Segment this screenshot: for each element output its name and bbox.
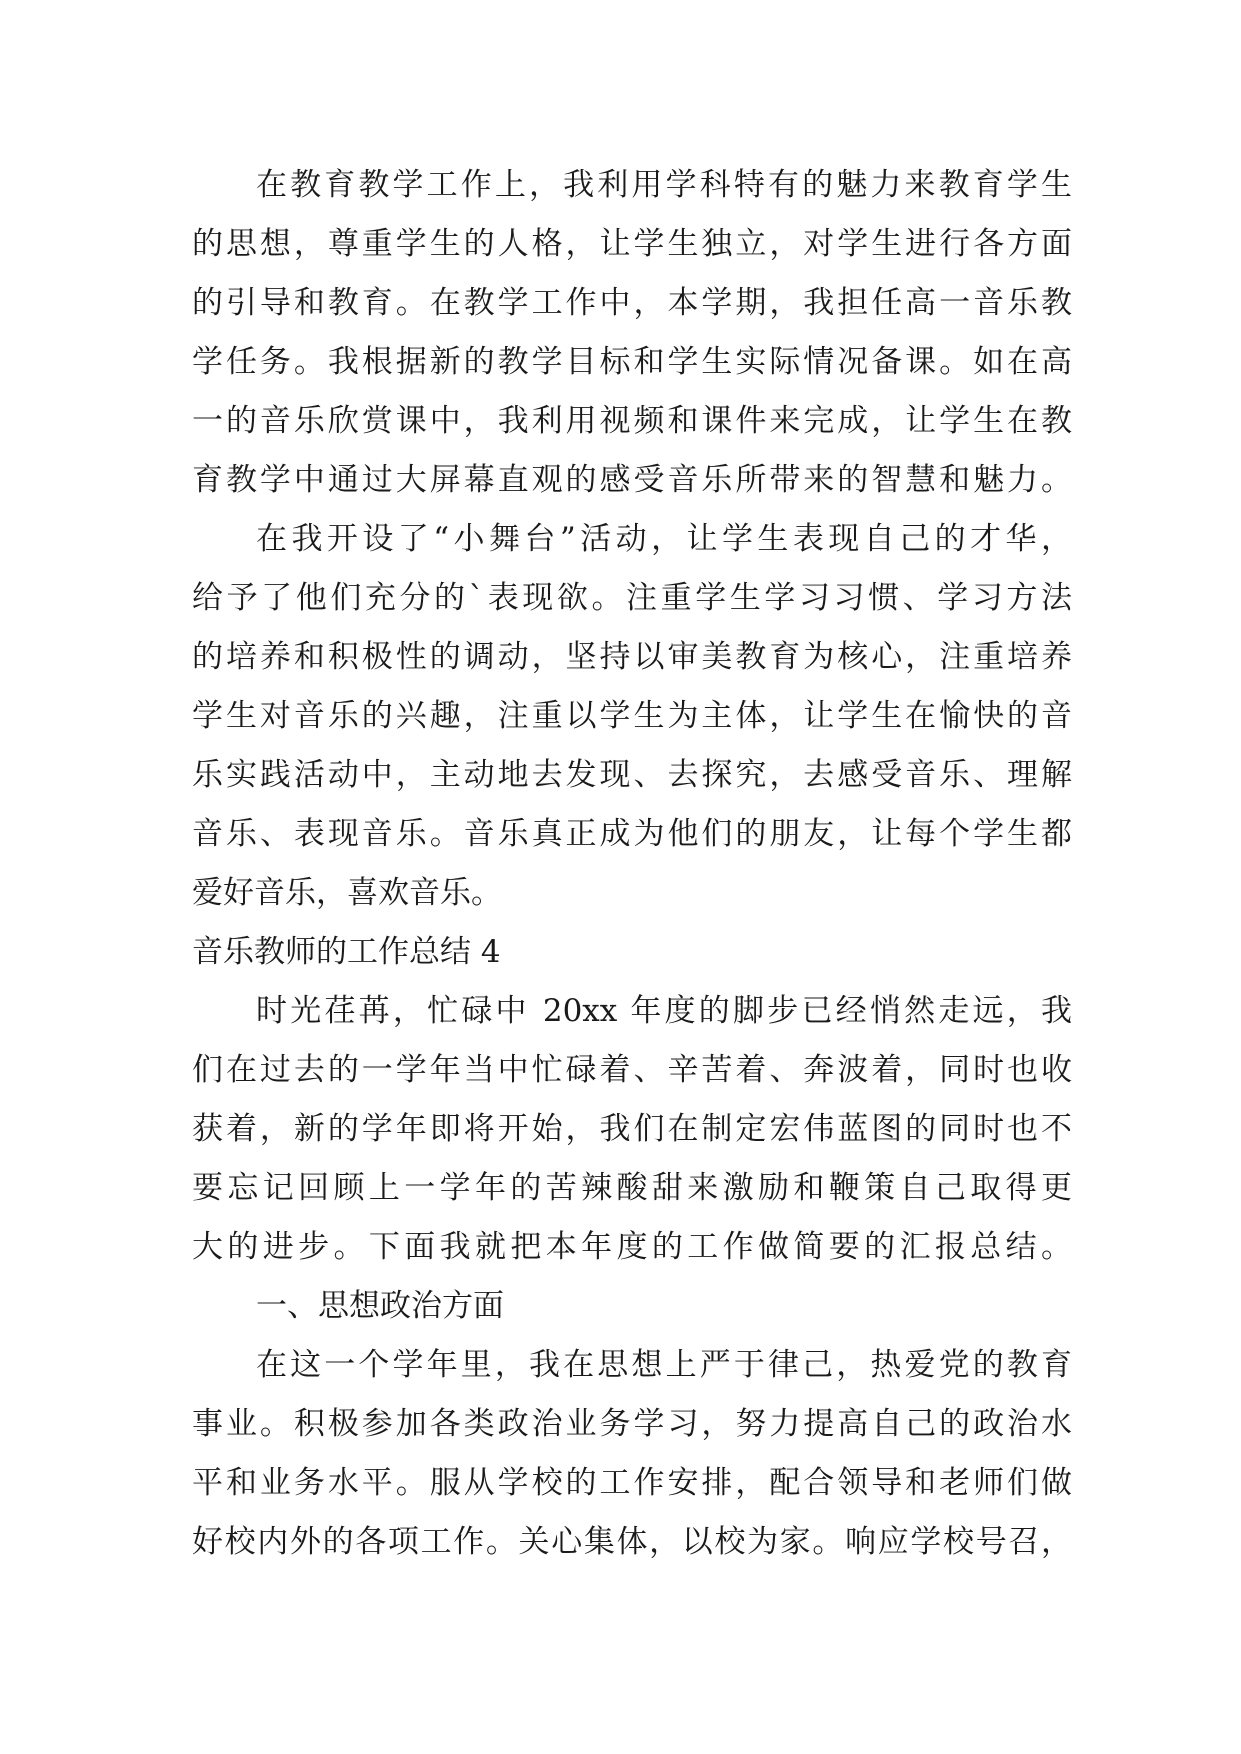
paragraph-2-line-5: 乐实践活动中，主动地去发现、去探究，去感受音乐、理解 [192,757,1072,793]
paragraph-1-line-1: 在教育教学工作上，我利用学科特有的魅力来教育学生 [256,167,1072,203]
paragraph-1-line-6: 育教学中通过大屏幕直观的感受音乐所带来的智慧和魅力。 [192,462,1072,498]
section-heading: 音乐教师的工作总结 4 [192,934,501,970]
paragraph-3-line-2: 们在过去的一学年当中忙碌着、辛苦着、奔波着，同时也收 [192,1052,1072,1088]
paragraph-2-line-2: 给予了他们充分的`表现欲。注重学生学习习惯、学习方法 [192,580,1072,616]
paragraph-3-line-1: 时光荏苒，忙碌中 20xx 年度的脚步已经悄然走远，我 [256,993,1072,1029]
paragraph-1-line-2: 的思想，尊重学生的人格，让学生独立，对学生进行各方面 [192,226,1072,262]
paragraph-4-line-3: 平和业务水平。服从学校的工作安排，配合领导和老师们做 [192,1465,1072,1501]
paragraph-1-line-5: 一的音乐欣赏课中，我利用视频和课件来完成，让学生在教 [192,403,1072,439]
subsection-heading: 一、思想政治方面 [256,1288,504,1324]
paragraph-2-line-6: 音乐、表现音乐。音乐真正成为他们的朋友，让每个学生都 [192,816,1072,852]
paragraph-3-line-5: 大的进步。下面我就把本年度的工作做简要的汇报总结。 [192,1229,1072,1265]
paragraph-1-line-4: 学任务。我根据新的教学目标和学生实际情况备课。如在高 [192,344,1072,380]
paragraph-4-line-4: 好校内外的各项工作。关心集体，以校为家。响应学校号召， [192,1524,1072,1560]
paragraph-1-line-3: 的引导和教育。在教学工作中，本学期，我担任高一音乐教 [192,285,1072,321]
paragraph-2-line-4: 学生对音乐的兴趣，注重以学生为主体，让学生在愉快的音 [192,698,1072,734]
paragraph-2-line-1: 在我开设了“小舞台”活动，让学生表现自己的才华， [256,521,1072,557]
paragraph-2-line-3: 的培养和积极性的调动，坚持以审美教育为核心，注重培养 [192,639,1072,675]
paragraph-4-line-1: 在这一个学年里，我在思想上严于律己，热爱党的教育 [256,1347,1072,1383]
paragraph-2-line-7: 爱好音乐，喜欢音乐。 [192,875,502,911]
paragraph-3-line-3: 获着，新的学年即将开始，我们在制定宏伟蓝图的同时也不 [192,1111,1072,1147]
paragraph-4-line-2: 事业。积极参加各类政治业务学习，努力提高自己的政治水 [192,1406,1072,1442]
paragraph-3-line-4: 要忘记回顾上一学年的苦辣酸甜来激励和鞭策自己取得更 [192,1170,1072,1206]
